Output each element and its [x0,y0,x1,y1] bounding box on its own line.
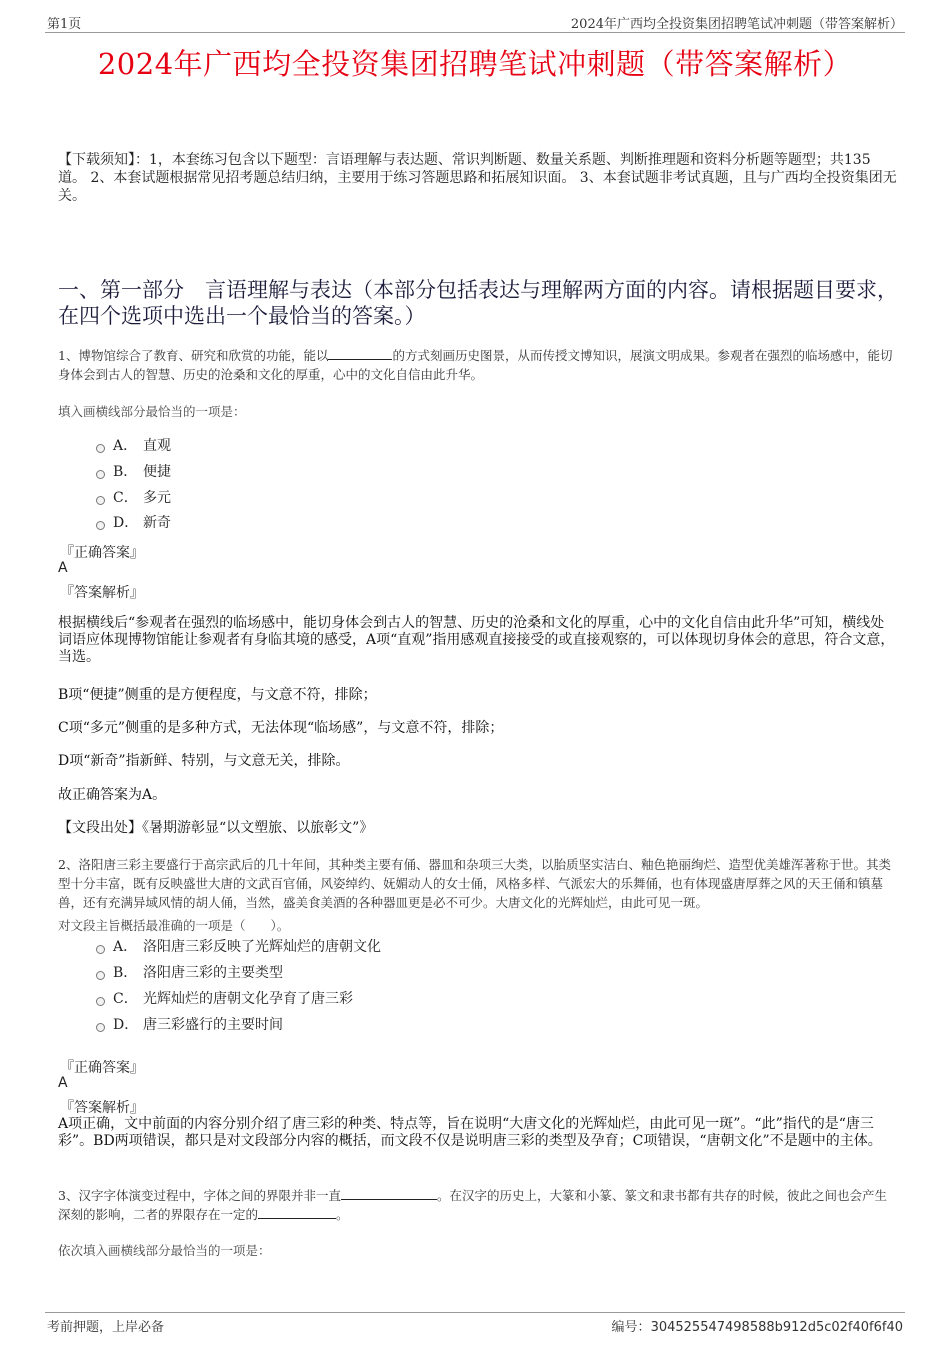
question-1-stem: 填入画横线部分最恰当的一项是： [58,404,246,419]
option-letter: D． [113,515,139,531]
download-notice: 【下载须知】：1，本套练习包含以下题型：言语理解与表达题、常识判断题、数量关系题、判断推理题和资料分析题等题型；共135道。 2、本套试题根据常见招考题总结归纳，主要用于练习答题思路和拓展知识面。 3、本套试题非考试真题，且与广西均全投资集团无关。 [58,152,897,204]
question-1-analysis-para-2: B项“便捷”侧重的是方便程度，与文意不符，排除； [58,687,377,703]
question-2-option-d[interactable] [96,1014,283,1036]
question-1-analysis-para-3: C项“多元”侧重的是多种方式，无法体现“临场感”，与文意不符，排除； [58,720,504,736]
option-text: 光辉灿烂的唐朝文化孕育了唐三彩 [143,991,353,1007]
section-heading: 一、第一部分 言语理解与表达（本部分包括表达与理解两方面的内容。请根据题目要求，在四个选项中选出一个最恰当的答案。） [58,278,898,328]
radio-button[interactable] [96,496,105,505]
header-doc-title: 2024年广西均全投资集团招聘笔试冲刺题（带答案解析） [570,17,903,32]
option-text: 多元 [143,490,171,506]
footer-code [612,1316,903,1335]
question-1-option-b[interactable] [96,461,171,483]
radio-button[interactable] [96,1023,105,1032]
question-2-option-c[interactable] [96,988,353,1010]
question-3-stem: 依次填入画横线部分最恰当的一项是： [58,1243,271,1258]
radio-button[interactable] [96,444,105,453]
question-1-text-part-b: 的方式刻画历史图景，从而传授文博知识，展演文明成果。参观者在强烈的临场感中，能切身体会到古人的智慧、历史的沧桑和文化的厚重，心中的文化自信由此升华。 [58,348,893,382]
radio-button[interactable] [96,521,105,530]
question-1-text-part-a: 1、博物馆综合了教育、研究和欣赏的功能，能以 [58,348,329,363]
radio-button[interactable] [96,945,105,954]
question-3-text-part-a: 3、汉字字体演变过程中，字体之间的界限并非一直 [58,1188,341,1203]
question-1-answer: A [58,560,68,576]
question-2-analysis: A项正确，文中前面的内容分别介绍了唐三彩的种类、特点等，旨在说明“大唐文化的光辉灿烂，由此可见一斑”。“此”指代的是“唐三彩”。BD两项错误，都只是对文段部分内容的概括，而文段不仅是说明唐三彩的类型及孕育；C项错误，“唐朝文化”不是题中的主体。 [58,1116,882,1149]
footer-code-value: 30452554749858​8b912d5c02f40f6f40 [650,1320,903,1335]
question-2-answer-label: 『正确答案』 [60,1060,144,1076]
question-1-option-d[interactable] [96,512,171,534]
header-divider [45,32,905,33]
option-text: 直观 [143,438,171,454]
question-2-text: 2、洛阳唐三彩主要盛行于高宗武后的几十年间，其种类主要有俑、器皿和杂项三大类，以胎质坚实洁白、釉色艳丽绚烂、造型优美雄浑著称于世。其类型十分丰富，既有反映盛世大唐的文武百官俑，风姿绰约、妩媚动人的女士俑，风格多样、气派宏大的乐舞俑，也有体现盛唐厚葬之风的天王俑和镇墓兽，还有充满异域风情的胡人俑，当然，盛美食美酒的各种器皿更是必不可少。大唐文化的光辉灿烂，由此可见一斑。 [58,857,891,910]
question-1-source: 【文段出处】《暑期游彰显“以文塑旅、以旅彰文”》 [58,820,374,836]
question-2-stem: 对文段主旨概括最准确的一项是（ ）。 [58,918,290,933]
footer-divider [45,1312,905,1313]
option-text: 唐三彩盛行的主要时间 [143,1017,283,1033]
footer-slogan: 考前押题，上岸必备 [47,1320,165,1335]
question-1-answer-label: 『正确答案』 [60,545,144,561]
question-1-analysis-para-1: 根据横线后“参观者在强烈的临场感中，能切身体会到古人的智慧、历史的沧桑和文化的厚重，心中的文化自信由此升华”可知，横线处词语应体现博物馆能让参观者有身临其境的感受，A项“直观”指用感观直接接受的或直接观察的，可以体现切身体会的意思，符合文意，当选。 [58,615,895,665]
option-letter: C． [113,490,138,506]
question-2-analysis-label: 『答案解析』 [60,1100,144,1116]
question-1-analysis-para-5: 故正确答案为A。 [58,787,167,803]
page-number: 第1页 [47,17,82,32]
question-3-text-part-b: 。在汉字的历史上，大篆和小篆、篆文和隶书都有共存的时候，彼此之间也会产生深刻的影响，二者的界限存在一定的 [58,1188,887,1222]
radio-button[interactable] [96,971,105,980]
option-text: 便捷 [143,464,171,480]
question-3-text [58,1186,898,1224]
option-letter: D． [113,1017,139,1033]
fill-blank [328,347,392,360]
question-1-option-c[interactable] [96,487,171,509]
question-1-analysis-para-4: D项“新奇”指新鲜、特别，与文意无关，排除。 [58,753,350,769]
question-2-option-a[interactable] [96,936,381,958]
question-2-answer: A [58,1075,68,1091]
question-1-option-a[interactable] [96,435,171,457]
option-letter: A． [113,438,138,454]
question-1-text [58,346,898,384]
option-letter: B． [113,464,138,480]
option-letter: A． [113,939,138,955]
footer-code-label: 编号： [611,1320,651,1335]
question-1-analysis-label: 『答案解析』 [60,585,144,601]
option-letter: C． [113,991,138,1007]
question-3-text-part-c: 。 [336,1207,349,1222]
option-letter: B． [113,965,138,981]
fill-blank [341,1187,437,1200]
radio-button[interactable] [96,470,105,479]
option-text: 洛阳唐三彩反映了光辉灿烂的唐朝文化 [143,939,381,955]
option-text: 新奇 [143,515,171,531]
question-2-option-b[interactable] [96,962,283,984]
page-title: 2024年广西均全投资集团招聘笔试冲刺题（带答案解析） [97,47,853,81]
radio-button[interactable] [96,997,105,1006]
option-text: 洛阳唐三彩的主要类型 [143,965,283,981]
fill-blank [258,1206,336,1219]
